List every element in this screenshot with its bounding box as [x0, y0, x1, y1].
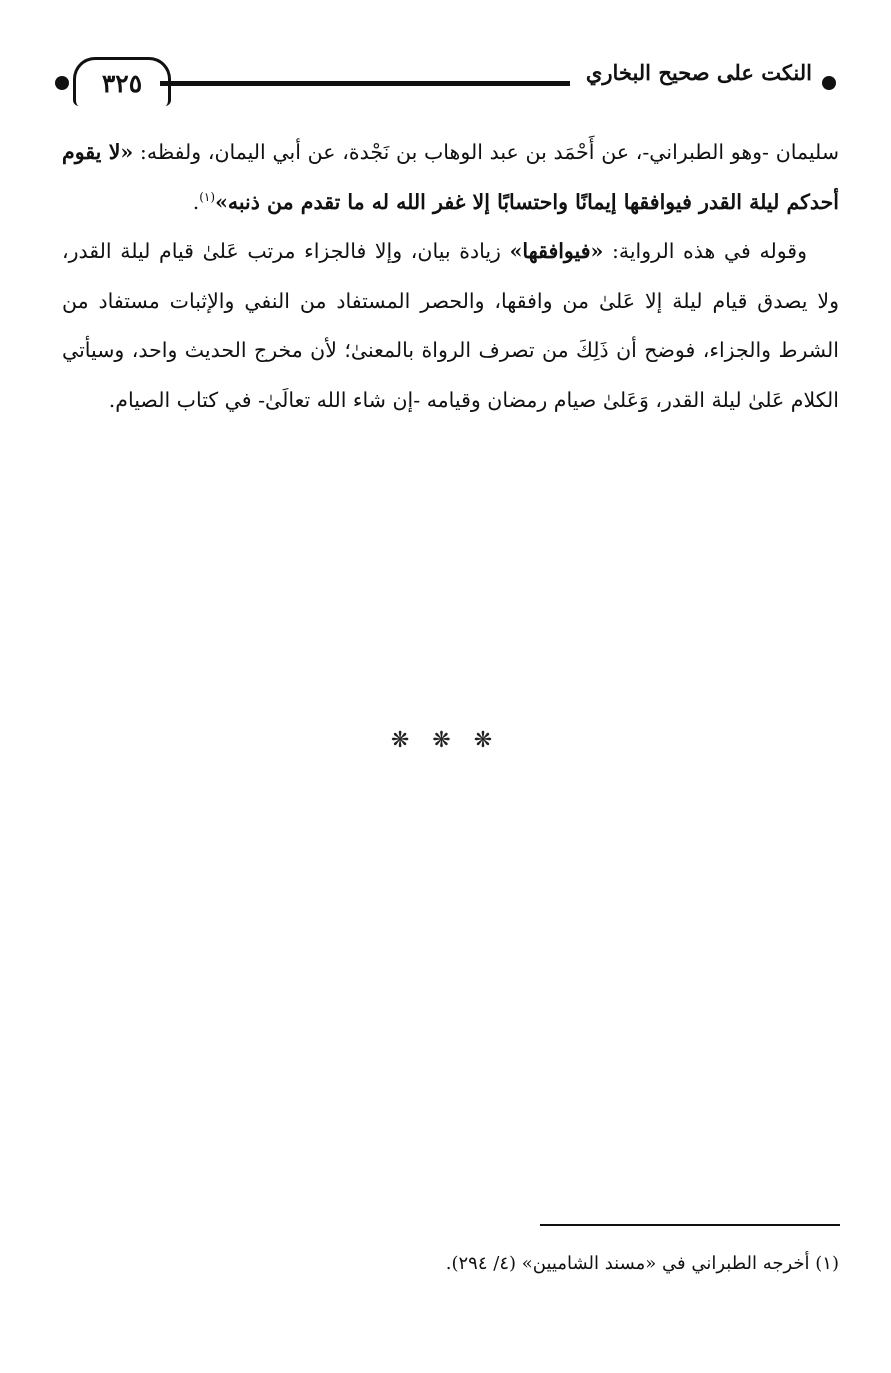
- footnote-1: (١) أخرجه الطبراني في «مسند الشاميين» (٤/ ٢٩٤).: [445, 1253, 839, 1274]
- header-rule: [160, 81, 570, 86]
- page-header: [55, 52, 840, 122]
- paragraph-1-end: .: [192, 189, 200, 214]
- running-title: النكت على صحيح البخاري: [585, 60, 812, 85]
- paragraph-1: [62, 128, 839, 227]
- hadith-quote: «لا يقوم أحدكم ليلة القدر فيوافقها إيمانًا واحتسابًا إلا غفر الله له ما تقدم من ذنبه»: [62, 140, 839, 214]
- paragraph-2-intro: وقوله في هذه الرواية:: [603, 239, 807, 263]
- footnote-reference: (١): [199, 189, 216, 204]
- page-number: ٣٢٥: [73, 57, 171, 106]
- header-dot-left: [55, 76, 69, 90]
- footnote-rule: [540, 1224, 840, 1226]
- main-text: [62, 128, 839, 425]
- paragraph-2: [62, 227, 839, 425]
- paragraph-1-intro: سليمان -وهو الطبراني-، عن أَحْمَد بن عبد الوهاب بن نَجْدة، عن أبي اليمان، ولفظه:: [133, 140, 840, 164]
- quoted-word: «فيوافقها»: [509, 239, 604, 263]
- header-dot-right: [822, 76, 836, 90]
- section-separator: ❋ ❋ ❋: [390, 728, 501, 753]
- paragraph-2-body: زيادة بيان، وإلا فالجزاء مرتب عَلىٰ قيام ليلة القدر، ولا يصدق قيام ليلة إلا عَلىٰ من وافقها، والحصر المستفاد من النفي والإثبات مستفاد من الشرط والجزاء، فوضح أن ذَلِكَ من تصرف الرواة بالمعنىٰ؛ لأن مخرج الحديث واحد، وسيأتي الكلام عَلىٰ ليلة القدر، وَعَلىٰ صيام رمضان وقيامه -إن شاء الله تعالَىٰ- في كتاب الصيام.: [62, 239, 839, 412]
